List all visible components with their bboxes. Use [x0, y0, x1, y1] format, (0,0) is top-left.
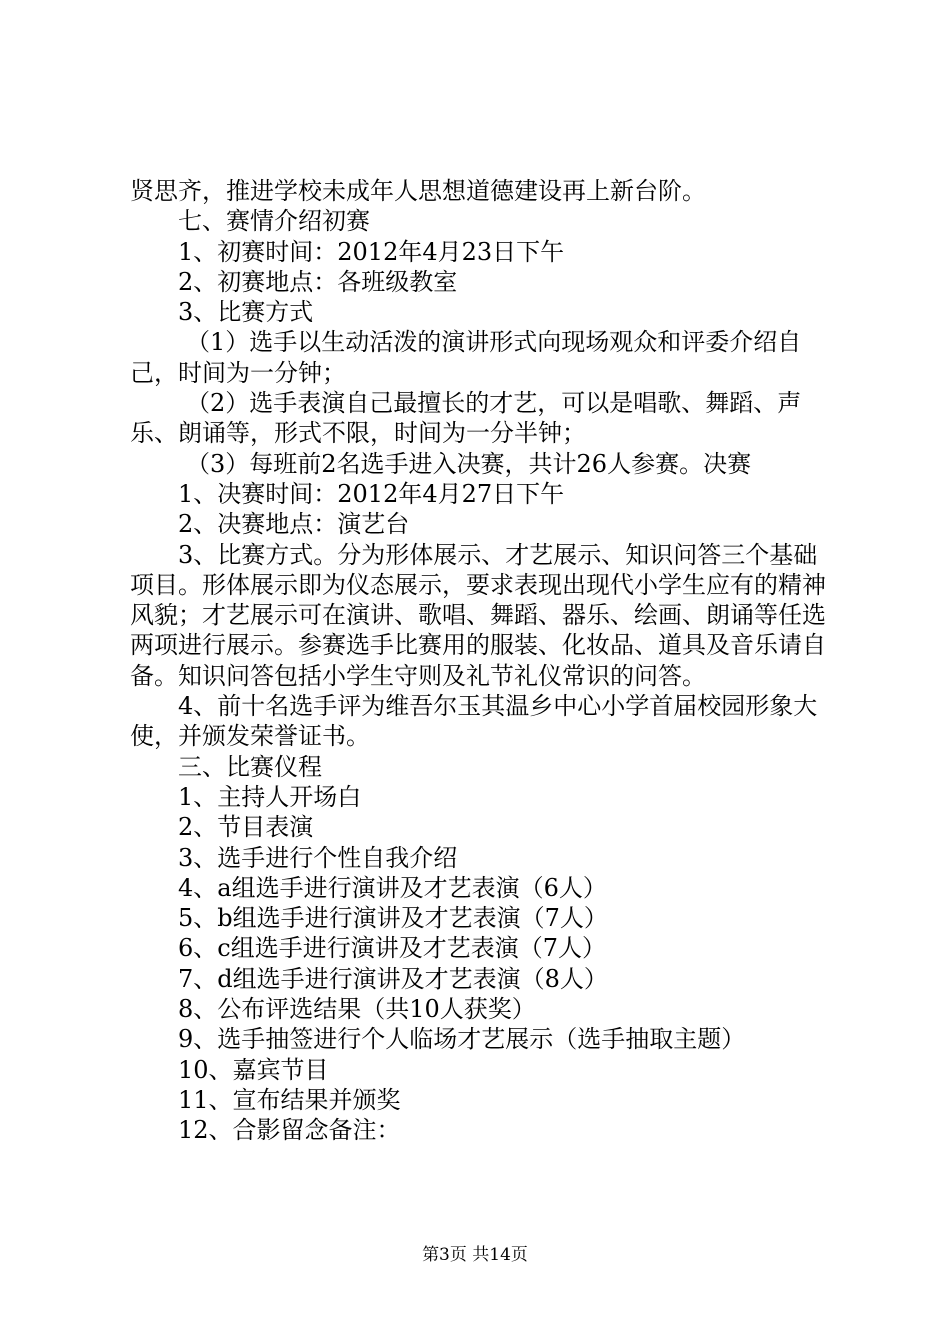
paragraph: 1、初赛时间：2012年4月23日下午: [178, 237, 565, 266]
document-body: [130, 176, 832, 1146]
paragraph: （3）每班前2名选手进入决赛，共计26人参赛。决赛: [186, 449, 752, 478]
list-item: 5、b组选手进行演讲及才艺表演（7人）: [178, 904, 608, 933]
section-heading: 七、赛情介绍初赛: [178, 207, 370, 236]
list-item: 11、宣布结果并颁奖: [178, 1085, 401, 1114]
paragraph: 4、前十名选手评为维吾尔玉其温乡中心小学首届校园形象大使，并颁发荣誉证书。: [130, 692, 818, 751]
paragraph: （1）选手以生动活泼的演讲形式向现场观众和评委介绍自己，时间为一分钟；: [130, 328, 802, 387]
list-item: 2、节目表演: [178, 813, 314, 842]
paragraph: 1、决赛时间：2012年4月27日下午: [178, 479, 565, 508]
list-item: 12、合影留念备注：: [178, 1116, 401, 1145]
list-item: 3、选手进行个性自我介绍: [178, 843, 458, 872]
paragraph: 2、初赛地点：各班级教室: [178, 267, 458, 296]
section-heading: 三、比赛仪程: [178, 752, 322, 781]
list-item: 10、嘉宾节目: [178, 1055, 329, 1084]
list-item: 9、选手抽签进行个人临场才艺展示（选手抽取主题）: [178, 1025, 746, 1054]
paragraph: 3、比赛方式。分为形体展示、才艺展示、知识问答三个基础项目。形体展示即为仪态展示，要求表现出现代小学生应有的精神风貌；才艺展示可在演讲、歌唱、舞蹈、器乐、绘画、朗诵等任选两项进行展示。参赛选手比赛用的服装、化妆品、道具及音乐请自备。知识问答包括小学生守则及礼节礼仪常识的问答。: [130, 540, 826, 690]
paragraph: 2、决赛地点：演艺台: [178, 510, 410, 539]
page-footer: 第3页 共14页: [422, 1245, 528, 1265]
list-item: 7、d组选手进行演讲及才艺表演（8人）: [178, 964, 608, 993]
list-item: 8、公布评选结果（共10人获奖）: [178, 995, 536, 1024]
paragraph: 3、比赛方式: [178, 298, 314, 327]
paragraph: （2）选手表演自己最擅长的才艺，可以是唱歌、舞蹈、声乐、朗诵等，形式不限，时间为一分半钟；: [130, 389, 802, 448]
list-item: 1、主持人开场白: [178, 782, 362, 811]
list-item: 6、c组选手进行演讲及才艺表演（7人）: [178, 934, 606, 963]
list-item: 4、a组选手进行演讲及才艺表演（6人）: [178, 873, 607, 902]
paragraph: 贤思齐，推进学校未成年人思想道德建设再上新台阶。: [130, 177, 706, 205]
